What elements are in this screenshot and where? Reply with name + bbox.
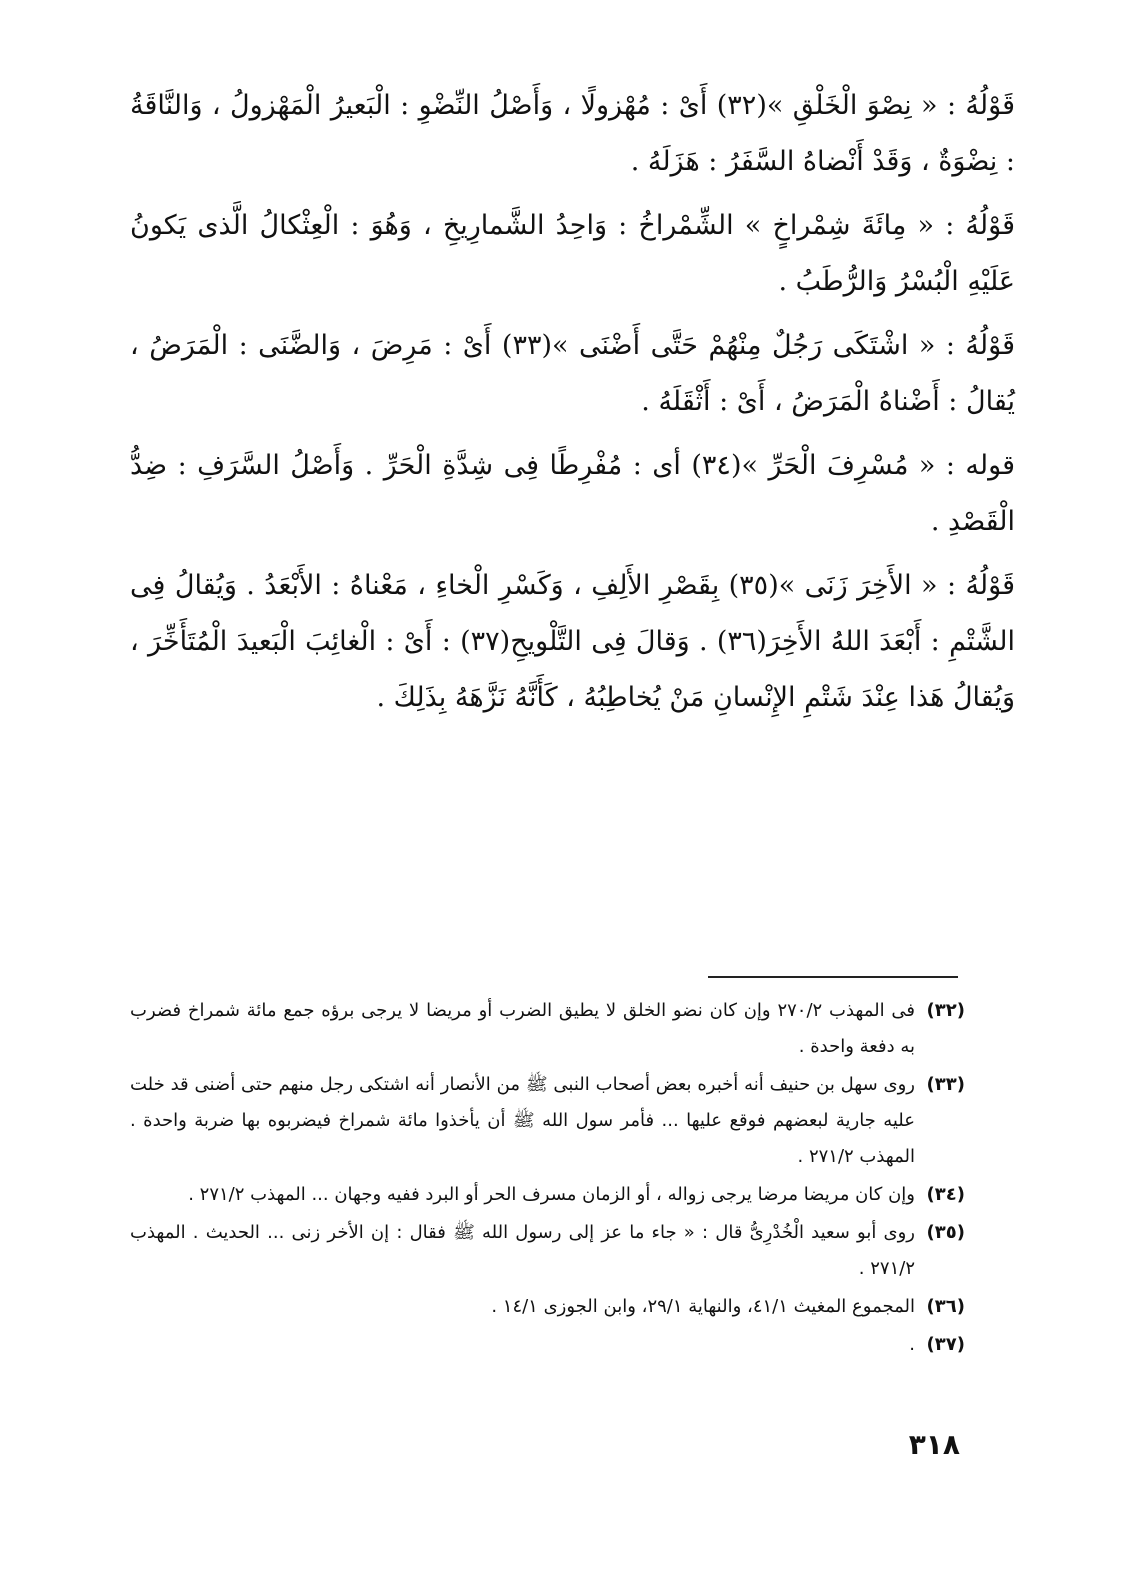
page-number: ٣١٨: [908, 1428, 960, 1461]
paragraph-akhir: قَوْلُهُ : « الأَخِرَ زَنَى »(٣٥) بِقَصْرِ الأَلِفِ ، وَكَسْرِ الْخاءِ ، مَعْناهُ : الأَبْعَدُ . وَيُقالُ فِى الشَّتْمِ : أَبْعَدَ اللهُ الأَخِرَ(٣٦) . وَقالَ فِى التَّلْويحِ(٣٧) : أَىْ : الْغائِبَ الْبَعيدَ الْمُتَأَخِّرَ ، وَيُقالُ هَذا عِنْدَ شَتْمِ الإِنْسانِ مَنْ يُخاطِبُهُ ، كَأَنَّهُ نَزَّهَهُ بِذَلِكَ .: [130, 570, 1016, 713]
footnote-number: (٣٦): [926, 1296, 965, 1317]
footnote-text: .: [909, 1334, 915, 1355]
footnote-number: (٣٤): [926, 1184, 965, 1205]
footnote-text: روى سهل بن حنيف أنه أخبره بعض أصحاب النبى ﷺ من الأنصار أنه اشتكى رجل منهم حتى أضنى قد خلت عليه جارية لبعضهم فوقع عليها ... فأمر سول الله ﷺ أن يأخذوا مائة شمراخ فيضربوه بها ضربة واحدة . المهذب ٢٧١/٢ .: [130, 1074, 915, 1167]
footnote-35: [130, 1215, 965, 1287]
paragraph-musrif: قوله : « مُسْرِفَ الْحَرِّ »(٣٤) أى : مُفْرِطًا فِى شِدَّةِ الْحَرِّ . وَأَصْلُ السَّرَفِ : ضِدُّ الْقَصْدِ .: [130, 450, 1015, 537]
footnote-number: (٣٢): [926, 1000, 965, 1021]
paragraph-nidw: قَوْلُهُ : « نِصْوَ الْخَلْقِ »(٣٢) أَىْ : مُهْزولًا ، وَأَصْلُ النِّضْوِ : الْبَعيرُ الْمَهْزولُ ، وَالنَّاقَةُ : نِضْوَةٌ ، وَقَدْ أَنْضاهُ السَّفَرُ : هَزَلَهُ .: [130, 90, 1015, 177]
footnotes-section: [130, 993, 965, 1365]
footnote-number: (٣٥): [926, 1222, 965, 1243]
footnote-33: [130, 1067, 965, 1175]
footnote-number: (٣٣): [926, 1074, 965, 1095]
footnote-text: وإن كان مريضا مرضا يرجى زواله ، أو الزمان مسرف الحر أو البرد ففيه وجهان ... المهذب ٢٧١/٢ .: [188, 1184, 915, 1205]
footnote-36: [130, 1289, 965, 1325]
footnote-32: [130, 993, 965, 1065]
footnote-34: [130, 1177, 965, 1213]
footnote-number: (٣٧): [926, 1334, 965, 1355]
main-text-body: [130, 78, 1015, 734]
paragraph-shimrakh: قَوْلُهُ : « مِائَةَ شِمْراخٍ » الشِّمْراخُ : وَاحِدُ الشَّمارِيخِ ، وَهُوَ : الْعِثْكالُ الَّذى يَكونُ عَلَيْهِ الْبُسْرُ وَالرُّطَبُ .: [130, 210, 1015, 297]
footnote-text: فى المهذب ٢٧٠/٢ وإن كان نضو الخلق لا يطيق الضرب أو مريضا لا يرجى برؤه جمع مائة شمراخ فضرب به دفعة واحدة .: [130, 1000, 916, 1057]
footnote-37: [130, 1327, 965, 1363]
paragraph-adna: قَوْلُهُ : « اشْتَكَى رَجُلٌ مِنْهُمْ حَتَّى أَضْنَى »(٣٣) أَىْ : مَرِضَ ، وَالضَّنَى : الْمَرَضُ ، يُقالُ : أَضْناهُ الْمَرَضُ ، أَىْ : أَثْقَلَهُ .: [130, 330, 1015, 417]
footnote-text: المجموع المغيث ٤١/١، والنهاية ٢٩/١، وابن الجوزى ١٤/١ .: [491, 1296, 915, 1317]
footnote-text: روى أبو سعيد الْخُدْرِىُّ قال : « جاء ما عز إلى رسول الله ﷺ فقال : إن الأخر زنى ... الحديث . المهذب ٢٧١/٢ .: [130, 1222, 915, 1279]
footnote-separator: [708, 976, 958, 978]
